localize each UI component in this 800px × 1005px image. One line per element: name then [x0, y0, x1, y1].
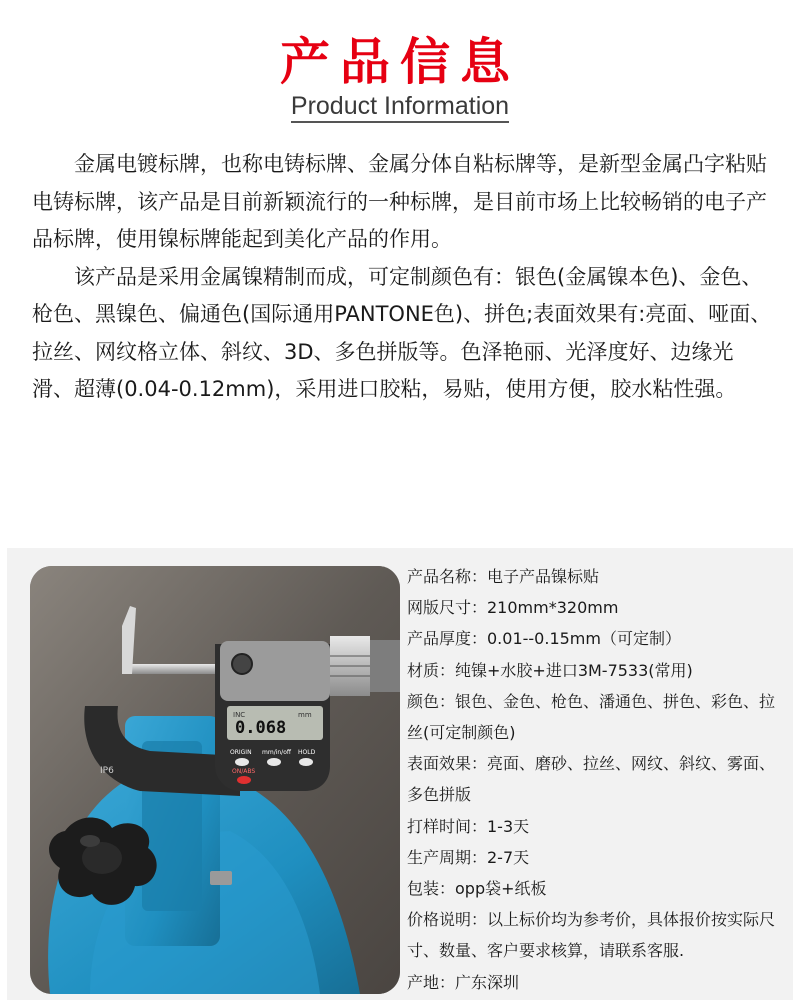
spec-production-cycle: 生产周期：2-7天 — [407, 847, 530, 867]
spec-screen-size: 网版尺寸：210mm*320mm — [407, 598, 619, 618]
intro-paragraph: 金属电镀标牌，也称电铸标牌、金属分体自粘标牌等，是新型金属凸字粘贴电铸标牌，该产品是目前新颖流行的一种标牌，是目前市场上比较畅销的电子产品标牌，使用镍标牌能起到美化产品的作用。 — [32, 152, 767, 251]
mmin-label: mm/in/off — [262, 749, 292, 756]
spec-material: 材质：纯镍+水胶+进口3M-7533(常用) — [407, 660, 693, 680]
page-subtitle — [0, 92, 800, 121]
spec-sample-time: 打样时间：1-3天 — [407, 816, 530, 836]
hold-label: HOLD — [298, 749, 316, 756]
onabs-button — [237, 776, 251, 784]
frame-mark: IP6 — [100, 766, 114, 776]
origin-button — [235, 758, 249, 766]
mmin-button — [267, 758, 281, 766]
spec-thickness: 产品厚度：0.01--0.15mm（可定制） — [407, 629, 681, 649]
spec-surface: 表面效果：亮面、磨砂、拉丝、网纹、斜纹、雾面、多色拼版 — [407, 754, 776, 805]
spec-colors: 颜色：银色、金色、枪色、潘通色、拼色、彩色、拉丝(可定制颜色) — [407, 691, 776, 743]
spec-packaging: 包装：opp袋+纸板 — [407, 879, 547, 899]
onabs-label: ON/ABS — [232, 768, 256, 775]
intro-text — [32, 146, 772, 409]
lock-knob — [232, 654, 252, 674]
spec-product-name: 产品名称：电子产品镍标贴 — [407, 567, 600, 586]
lcd-unit: mm — [298, 711, 312, 719]
spec-origin: 产地：广东深圳 — [407, 972, 520, 992]
lcd-indicator: INC — [233, 711, 246, 719]
page-title: 产品信息 — [280, 33, 520, 91]
micrometer-illustration — [30, 566, 400, 994]
set-screw — [210, 871, 232, 885]
intro-paragraph: 该产品是采用金属镍精制而成，可定制颜色有：银色(金属镍本色)、金色、枪色、黑镍色、偏通色(国际通用PANTONE色)、拼色;表面效果有:亮面、哑面、拉丝、网纹格立体、斜纹、3D、多色拼版等。色泽艳丽、光泽度好、边缘光滑、超薄(0.04-0.12mm)，采用进口胶粘，易贴，使用方便，胶水粘性强。 — [32, 264, 772, 401]
spec-list — [407, 561, 777, 998]
spec-price-note: 价格说明：以上标价均为参考价，具体报价按实际尺寸、数量、客户要求核算，请联系客服. — [407, 910, 776, 961]
origin-label: ORIGIN — [230, 749, 252, 756]
ratchet — [370, 640, 400, 692]
hold-button — [299, 758, 313, 766]
product-photo — [30, 566, 400, 994]
page-subtitle-text: Product Information — [291, 92, 509, 123]
lcd-reading: 0.068 — [235, 718, 287, 738]
